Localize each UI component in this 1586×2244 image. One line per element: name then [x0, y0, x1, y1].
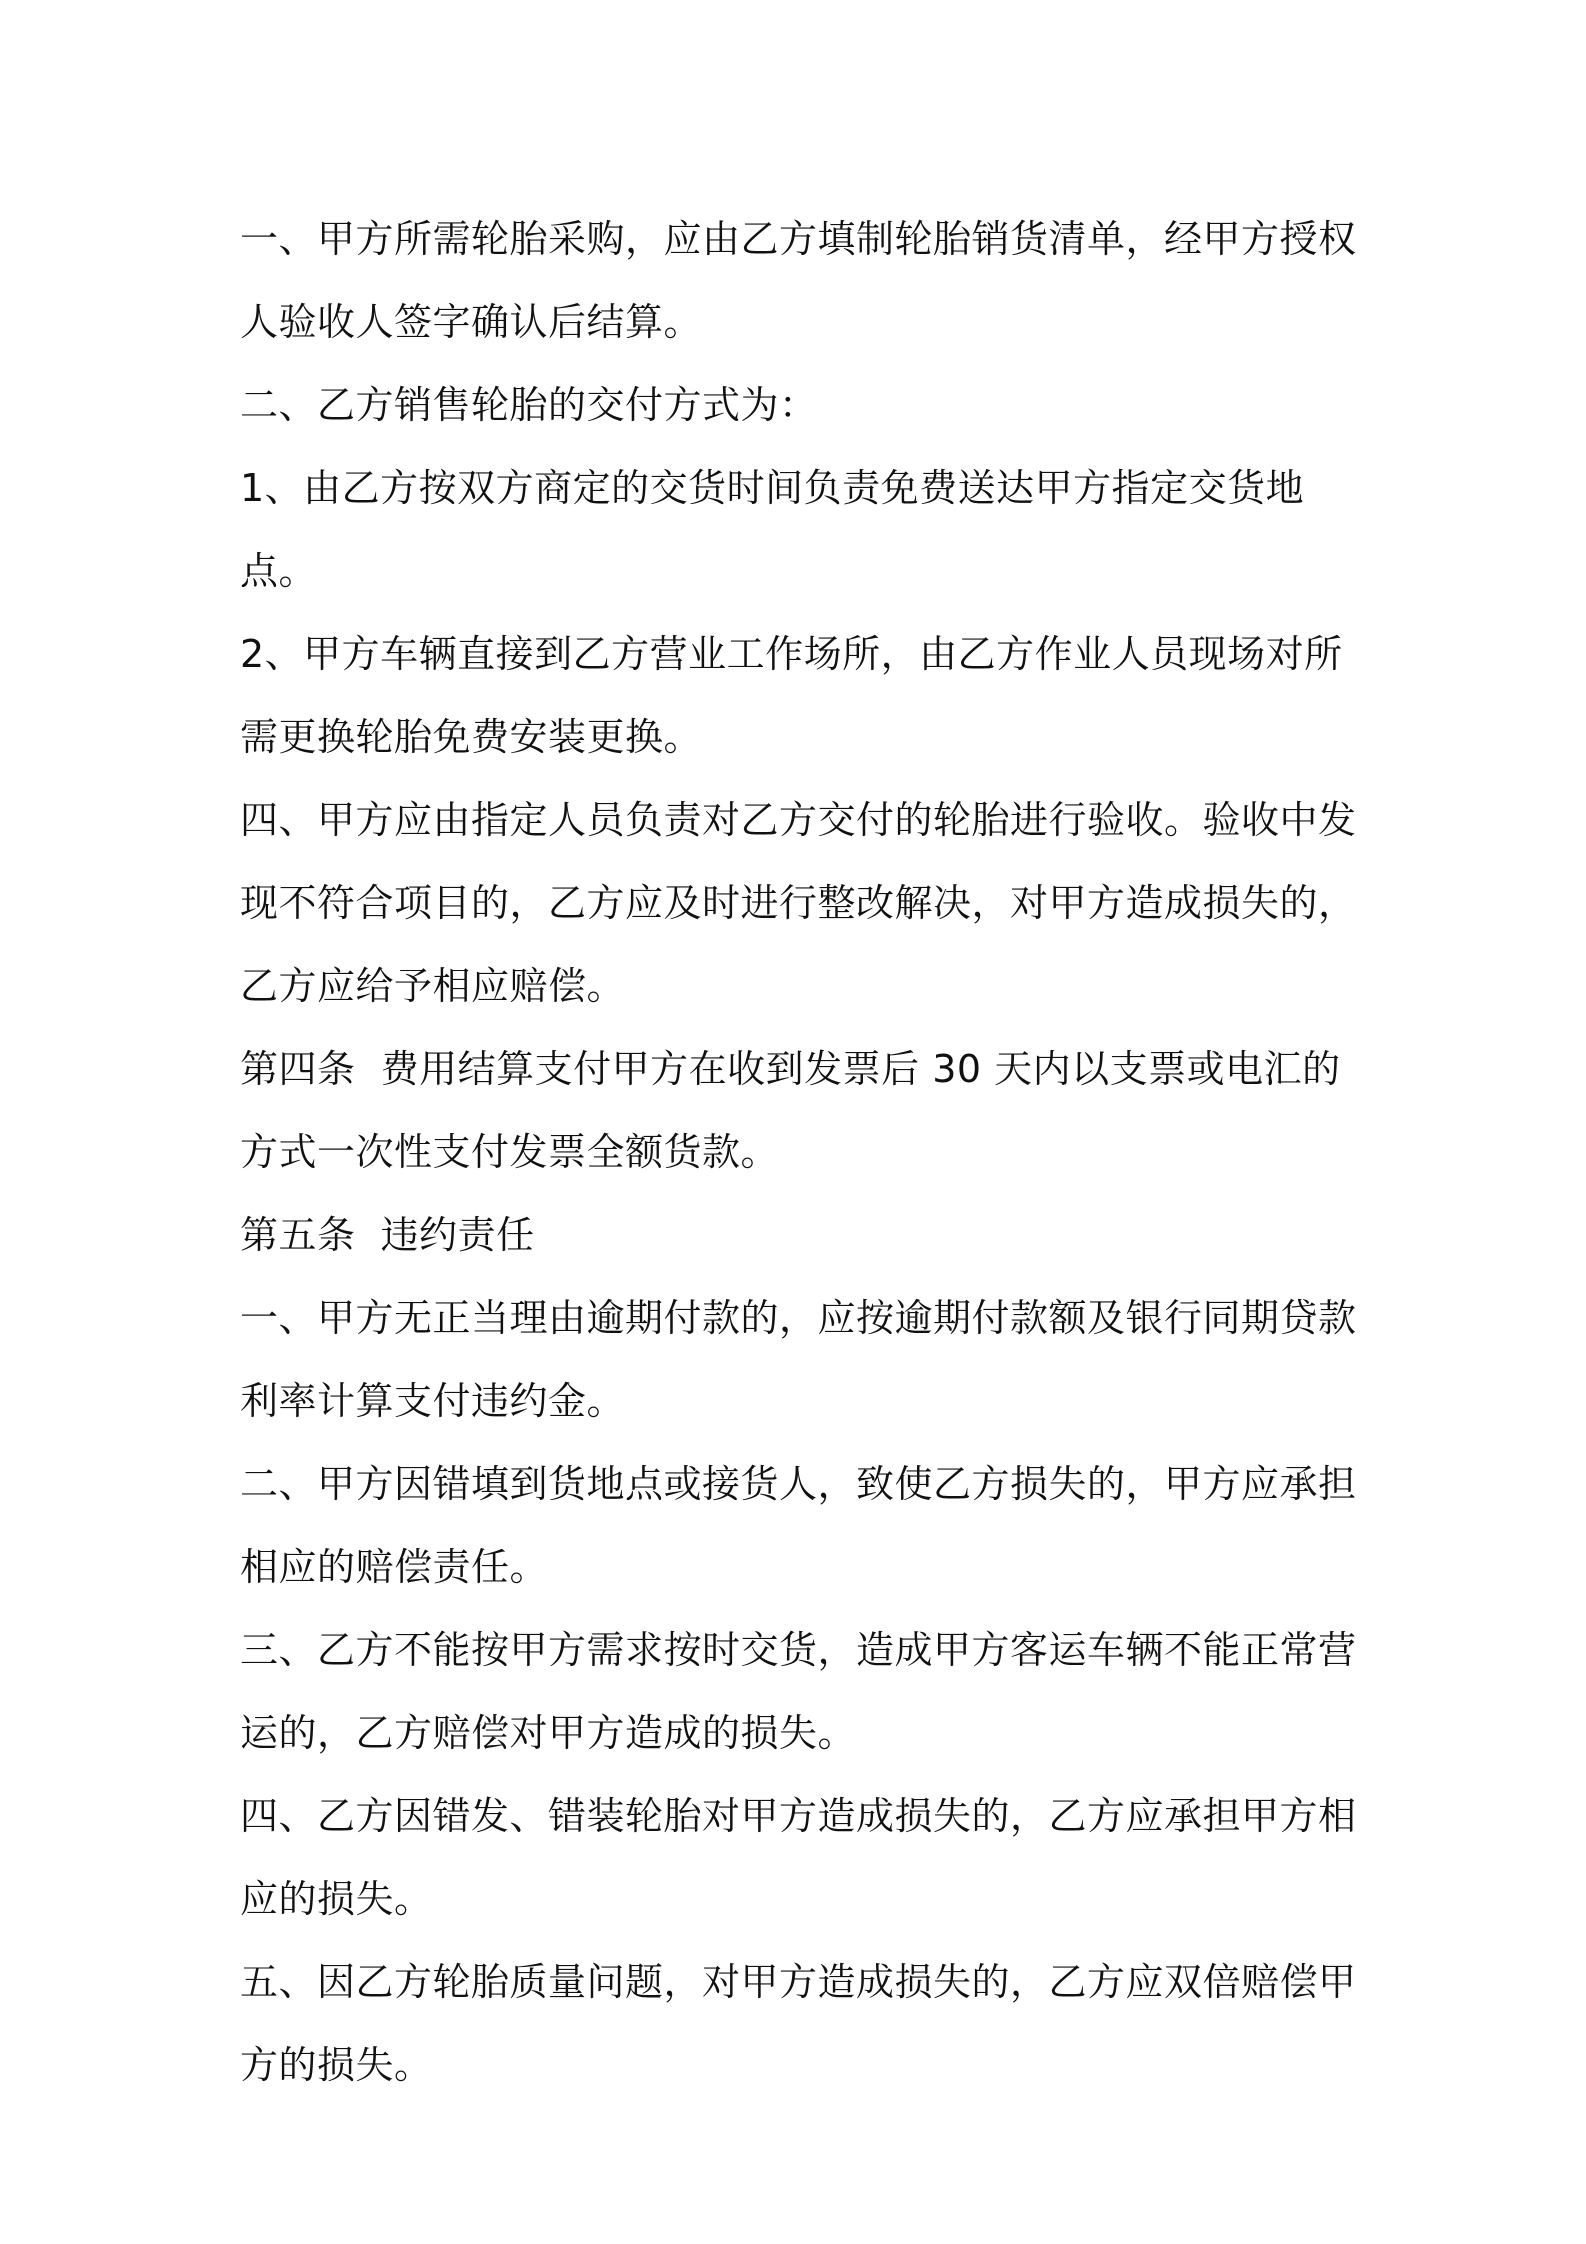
- paragraph-5: 四、甲方应由指定人员负责对乙方交付的轮胎进行验收。验收中发现不符合项目的，乙方应及时进行整改解决，对甲方造成损失的，乙方应给予相应赔偿。: [240, 798, 1357, 1008]
- paragraph-12: 五、因乙方轮胎质量问题，对甲方造成损失的，乙方应双倍赔偿甲方的损失。: [240, 1960, 1357, 2087]
- paragraph-1: 一、甲方所需轮胎采购，应由乙方填制轮胎销货清单，经甲方授权人验收人签字确认后结算。: [240, 217, 1357, 344]
- paragraph-2: 二、乙方销售轮胎的交付方式为：: [240, 383, 818, 427]
- paragraph-9: 二、甲方因错填到货地点或接货人，致使乙方损失的，甲方应承担相应的赔偿责任。: [240, 1462, 1357, 1589]
- paragraph-8: 一、甲方无正当理由逾期付款的，应按逾期付款额及银行同期贷款利率计算支付违约金。: [240, 1296, 1357, 1423]
- paragraph-10: 三、乙方不能按甲方需求按时交货，造成甲方客运车辆不能正常营运的，乙方赔偿对甲方造成的损失。: [240, 1628, 1357, 1755]
- document-body: [240, 198, 1360, 2107]
- paragraph-11: 四、乙方因错发、错装轮胎对甲方造成损失的，乙方应承担甲方相应的损失。: [240, 1794, 1357, 1921]
- paragraph-4: 2、甲方车辆直接到乙方营业工作场所，由乙方作业人员现场对所需更换轮胎免费安装更换。: [240, 632, 1343, 759]
- paragraph-6: 第四条 费用结算支付甲方在收到发票后 30 天内以支票或电汇的方式一次性支付发票全额货款。: [240, 1047, 1341, 1174]
- paragraph-3: 1、由乙方按双方商定的交货时间负责免费送达甲方指定交货地点。: [240, 466, 1305, 593]
- section-heading: 第五条 违约责任: [240, 1213, 535, 1257]
